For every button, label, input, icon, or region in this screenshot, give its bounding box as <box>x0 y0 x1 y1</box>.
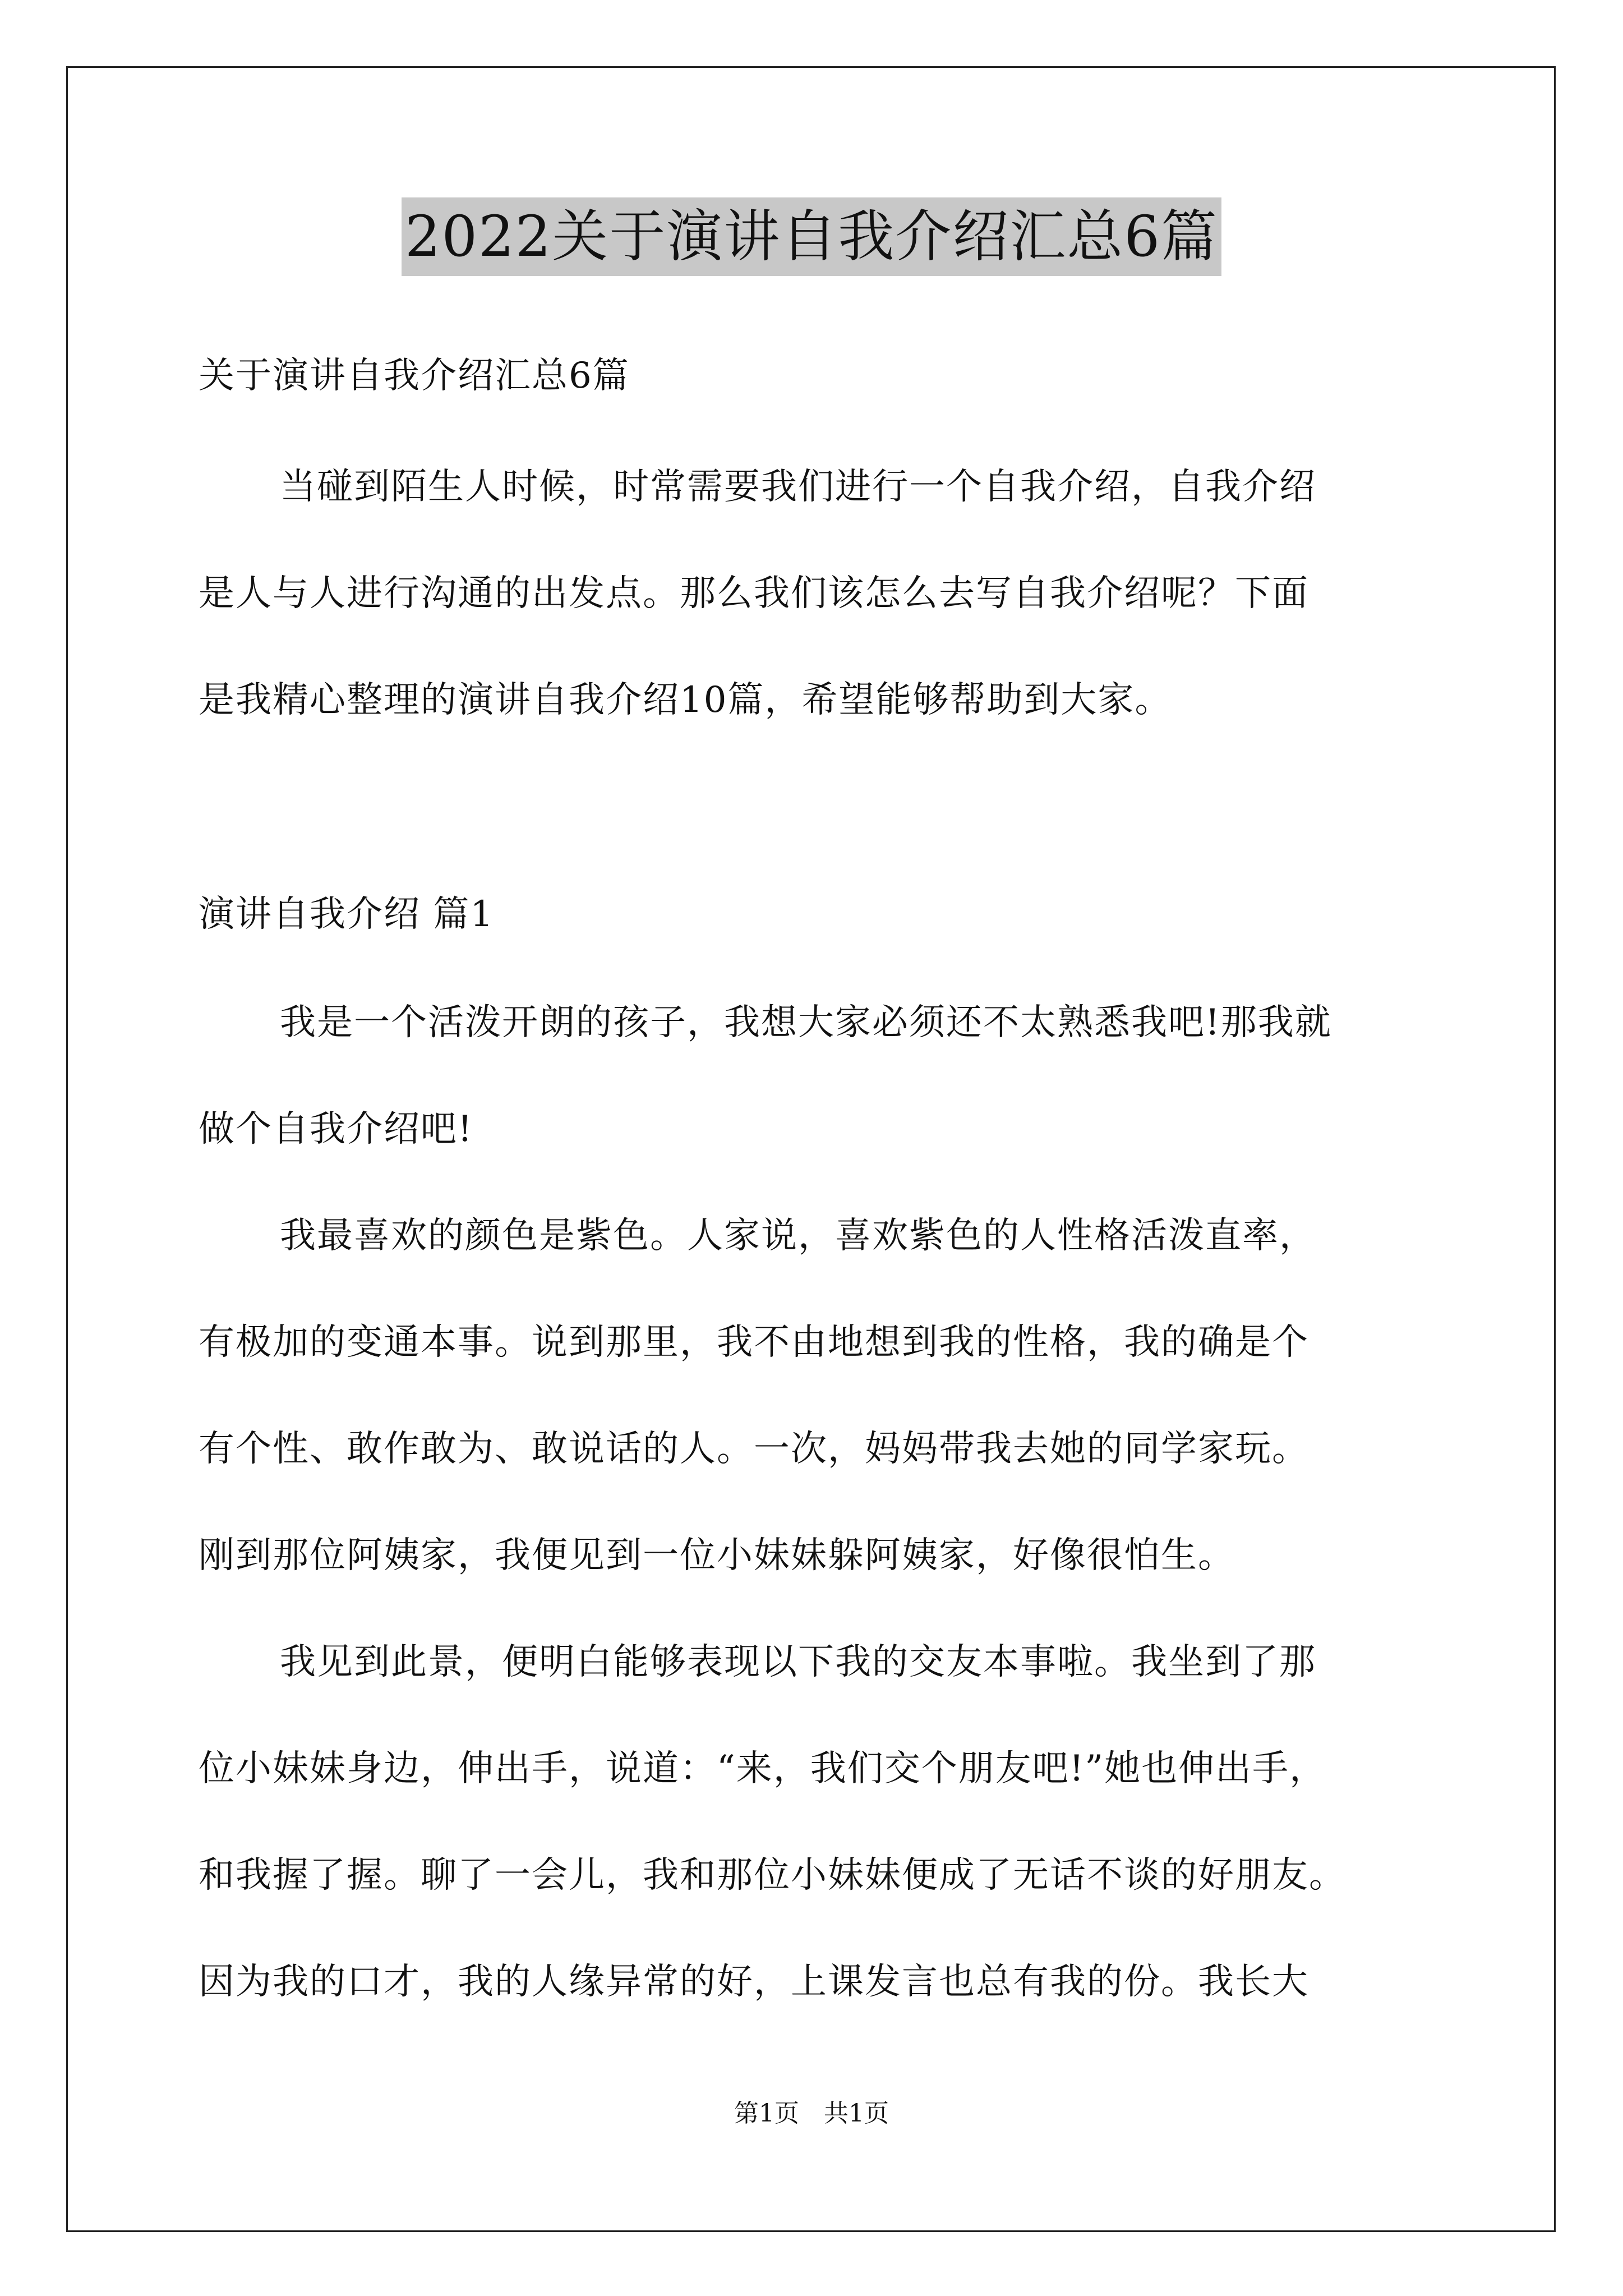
intro-line: 是我精心整理的演讲自我介绍10篇，希望能够帮助到大家。 <box>199 679 1172 721</box>
paragraph-line: 刚到那位阿姨家，我便见到一位小妹妹躲阿姨家，好像很怕生。 <box>199 1535 1235 1576</box>
paragraph-line: 做个自我介绍吧! <box>199 1108 473 1150</box>
paragraph-line: 我见到此景，便明白能够表现以下我的交友本事啦。我坐到了那 <box>280 1641 1316 1683</box>
paragraph-line: 因为我的口才，我的人缘异常的好，上课发言也总有我的份。我长大 <box>199 1961 1309 2003</box>
paragraph-line: 我是一个活泼开朗的孩子，我想大家必须还不太熟悉我吧!那我就 <box>280 1002 1332 1043</box>
document-title: 2022关于演讲自我介绍汇总6篇 <box>402 197 1221 276</box>
section-heading: 演讲自我介绍 篇1 <box>199 894 495 935</box>
paragraph-line: 和我握了握。聊了一会儿，我和那位小妹妹便成了无话不谈的好朋友。 <box>199 1855 1346 1896</box>
paragraph-line: 我最喜欢的颜色是紫色。人家说，喜欢紫色的人性格活泼直率， <box>280 1215 1316 1257</box>
document-subtitle: 关于演讲自我介绍汇总6篇 <box>199 355 630 397</box>
page-footer: 第1页 共1页 <box>734 2099 889 2128</box>
paragraph-line: 有个性、敢作敢为、敢说话的人。一次，妈妈带我去她的同学家玩。 <box>199 1428 1309 1470</box>
intro-line: 是人与人进行沟通的出发点。那么我们该怎么去写自我介绍呢？下面 <box>199 573 1309 614</box>
paragraph-line: 位小妹妹身边，伸出手，说道：“来，我们交个朋友吧!”她也伸出手， <box>199 1748 1327 1789</box>
intro-line: 当碰到陌生人时候，时常需要我们进行一个自我介绍，自我介绍 <box>280 466 1316 508</box>
paragraph-line: 有极加的变通本事。说到那里，我不由地想到我的性格，我的确是个 <box>199 1322 1309 1363</box>
title-container <box>0 197 1623 276</box>
